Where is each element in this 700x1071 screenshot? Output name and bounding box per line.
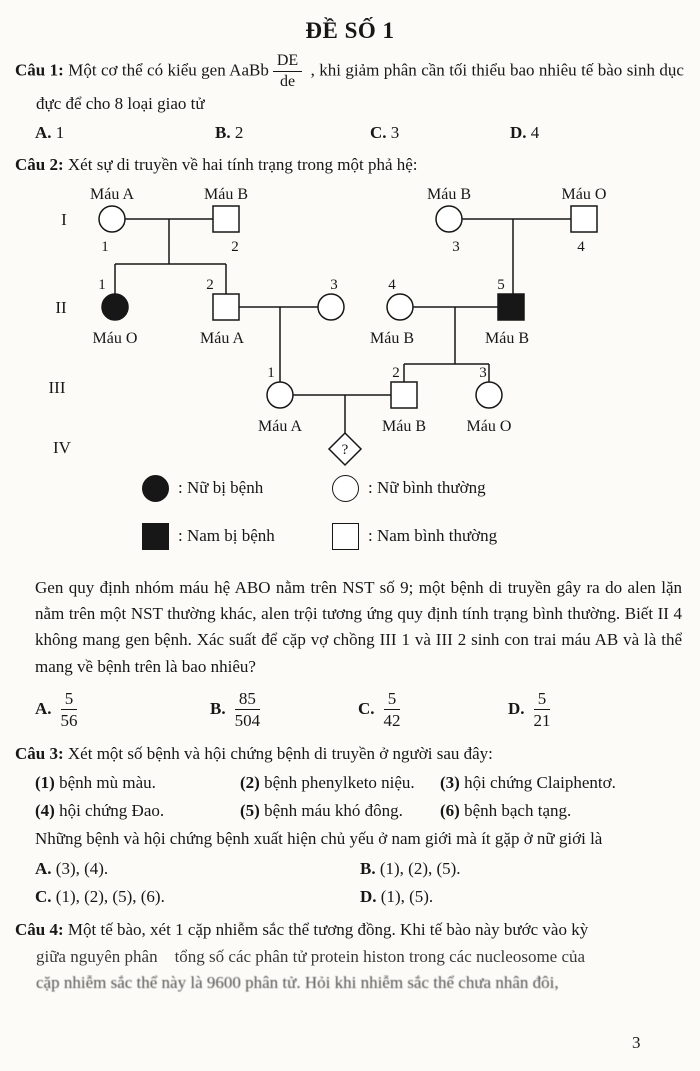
pedigree-individual-III-2 [391,382,417,408]
q1-genotype-fraction [273,52,302,91]
q1-text-after: , khi giảm phân cần tối thiểu bao nhiêu tế bào sinh dục đực để cho 8 loại giao tử [36,60,684,113]
legend-text-male-affected: : Nam bị bệnh [178,526,275,546]
pedigree-number-II-2: 2 [206,276,214,293]
pedigree-individual-I-1 [99,206,125,232]
pedigree-number-I-2: 2 [231,238,239,255]
legend-item-female-normal [332,475,700,502]
generation-label-IV: IV [53,437,71,457]
pedigree-individual-III-1 [267,382,293,408]
pedigree-bloodtype-I-2: Máu B [204,185,248,203]
pedigree-number-III-2: 2 [392,364,400,381]
question-3-intro [15,741,684,767]
q2-option-a: A. $\frac{5}{56}$ [35,689,78,731]
pedigree-bloodtype-II-2: Máu A [200,329,244,347]
pedigree-bloodtype-II-1: Máu O [92,329,138,347]
pedigree-number-II-1: 1 [98,276,106,293]
pedigree-individual-I-4 [571,206,597,232]
disease-item-6: (6) bệnh bạch tạng. [440,800,572,820]
legend-text-female-normal: : Nữ bình thường [368,478,486,498]
q1-option-b: B. 2 [215,123,244,143]
pedigree-diagram [0,181,700,469]
q3-options [35,856,684,911]
male-affected-symbol-icon [142,523,169,550]
pedigree-individual-I-2 [213,206,239,232]
q1-option-c: C. 3 [370,123,400,143]
q3-disease-list [35,770,684,825]
pedigree-bloodtype-III-3: Máu O [466,417,512,435]
female-normal-symbol-icon [332,475,359,502]
pedigree-unknown-mark: ? [341,441,349,458]
generation-label-I: I [61,209,67,229]
male-normal-symbol-icon [332,523,359,550]
q4-label: Câu 4: [15,920,64,940]
legend-item-male-normal [332,523,700,550]
disease-item-1: (1) bệnh mù màu. [35,772,156,792]
q3-question-text: Những bệnh và hội chứng bệnh xuất hiện chủ yếu ở nam giới mà ít gặp ở nữ giới là [35,829,603,849]
pedigree-bloodtype-III-2: Máu B [382,417,426,435]
question-2-intro [15,152,684,178]
pedigree-number-I-4: 4 [577,238,585,255]
q1-option-a: A. 1 [35,123,65,143]
generation-label-III: III [48,377,66,397]
pedigree-number-II-4: 4 [388,276,396,293]
pedigree-bloodtype-I-1: Máu A [90,185,134,203]
q2-options [35,689,684,730]
pedigree-individual-III-3 [476,382,502,408]
pedigree-bloodtype-III-1: Máu A [258,417,302,435]
pedigree-individual-II-4 [387,294,413,320]
q4-line-1: Câu 4: Một tế bào, xét 1 cặp nhiễm sắc thể tương đồng. Khi tế bào này bước vào kỳ [15,920,589,940]
disease-item-2: (2) bệnh phenylketo niệu. [240,772,415,792]
q1-options [35,120,684,146]
q2-option-d: D. $\frac{5}{21}$ [508,689,551,731]
legend-item-male-affected [142,523,332,550]
pedigree-number-III-1: 1 [267,364,275,381]
question-4 [15,917,684,996]
q4-line-2: giữa nguyên phân tổng số các phân tử protein histon trong các nucleosome của [36,946,586,966]
q2-intro-text: Xét sự di truyền về hai tính trạng trong một phả hệ: [63,155,418,175]
q1-label: Câu 1: [15,60,64,80]
legend-text-male-normal: : Nam bình thường [368,526,498,546]
disease-item-5: (5) bệnh máu khó đông. [240,800,403,820]
question-1 [15,52,684,117]
pedigree-bloodtype-II-4: Máu B [370,329,414,347]
pedigree-individual-II-5 [498,294,524,320]
pedigree-number-II-3: 3 [330,276,338,293]
q3-intro-text: Xét một số bệnh và hội chứng bệnh di truyền ở người sau đây: [63,744,493,764]
pedigree-number-III-3: 3 [479,364,487,381]
pedigree-legend [142,475,700,550]
q1-option-d: D. 4 [510,123,540,143]
q3-option-b: B. (1), (2), (5). [360,858,461,878]
legend-item-female-affected [142,475,332,502]
pedigree-individual-I-3 [436,206,462,232]
q3-option-a: A. (3), (4). [35,858,109,878]
pedigree-svg [0,181,700,469]
q1-text-before: Một cơ thể có kiểu gen AaBb [63,60,269,80]
pedigree-number-I-1: 1 [101,238,109,255]
female-affected-symbol-icon [142,475,169,502]
pedigree-number-I-3: 3 [452,238,460,255]
disease-item-4: (4) hội chứng Đao. [35,800,165,820]
page-number: 3 [632,1033,641,1052]
pedigree-bloodtype-I-4: Máu O [561,185,607,203]
q3-option-d: D. (1), (5). [360,886,434,906]
generation-label-II: II [55,297,67,317]
q2-option-b: B. $\frac{85}{504}$ [210,689,261,731]
q3-option-c: C. (1), (2), (5), (6). [35,886,165,906]
page-title: ĐỀ SỐ 1 [305,18,395,43]
q2-option-c: C. $\frac{5}{42}$ [358,689,401,731]
pedigree-bloodtype-II-5: Máu B [485,329,529,347]
q4-line-3: cặp nhiễm sắc thể này là 9600 phân tử. Hỏi khi nhiễm sắc thể chưa nhân đôi, [36,972,559,992]
q2-label: Câu 2: [15,155,64,175]
disease-item-3: (3) hội chứng Claiphentơ. [440,772,616,792]
legend-text-female-affected: : Nữ bị bệnh [178,478,264,498]
pedigree-bloodtype-I-3: Máu B [427,185,471,203]
q1-fraction-denominator: de [279,72,296,90]
pedigree-individual-II-1 [102,294,128,320]
q3-label: Câu 3: [15,744,64,764]
pedigree-number-II-5: 5 [497,276,505,293]
q1-fraction-numerator: DE [273,52,302,72]
q2-body-text: Gen quy định nhóm máu hệ ABO nằm trên NST số 9; một bệnh di truyền gây ra do alen lặn nằm trên một NST thường khác, alen trội tương ứng quy định tính trạng bình thường. Biết II 4 không mang gen bệnh. Xác suất để cặp vợ chồng III 1 và III 2 sinh con trai máu AB và là thể mang về bệnh trên là bao nhiêu? [35,577,682,676]
pedigree-individual-II-2 [213,294,239,320]
pedigree-individual-II-3 [318,294,344,320]
